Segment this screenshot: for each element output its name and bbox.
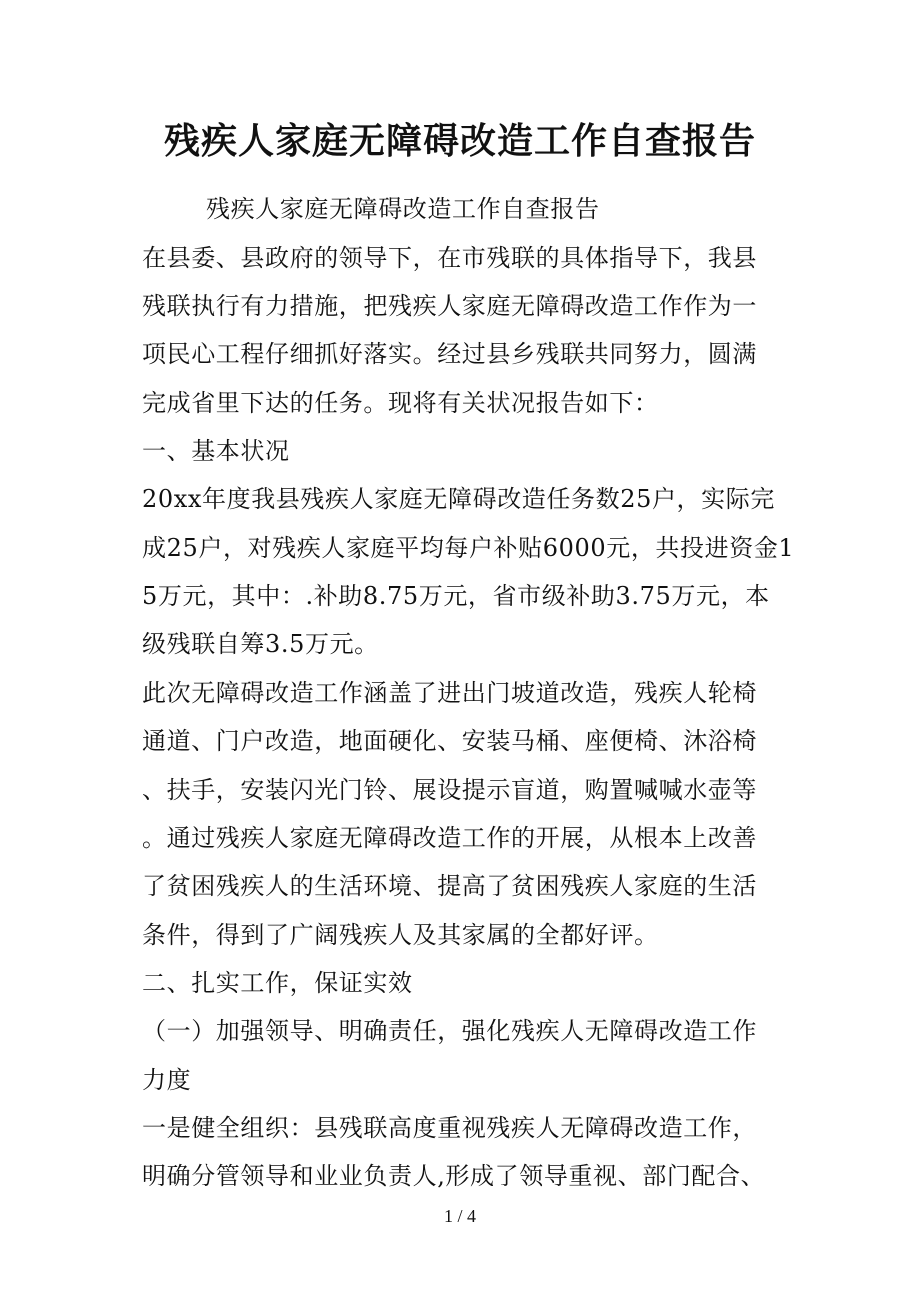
page-number: 1 / 4	[443, 1206, 476, 1226]
paragraph-line: 在县委、县政府的领导下，在市残联的具体指导下，我县	[142, 244, 757, 272]
section-heading: 二、扎实工作，保证实效	[142, 969, 413, 997]
paragraph-line: 了贫困残疾人的生活环境、提高了贫困残疾人家庭的生活	[142, 872, 757, 900]
paragraph-line: 20xx年度我县残疾人家庭无障碍改造任务数25户，实际完	[142, 485, 775, 513]
subsection-heading: 力度	[142, 1066, 192, 1094]
paragraph-line: 级残联自筹3.5万元。	[142, 630, 379, 658]
paragraph-line: 一是健全组织：县残联高度重视残疾人无障碍改造工作，	[142, 1114, 757, 1142]
paragraph-line: 通道、门户改造，地面硬化、安装马桶、座便椅、沐浴椅	[142, 727, 757, 755]
paragraph-line: 。通过残疾人家庭无障碍改造工作的开展，从根本上改善	[142, 824, 757, 852]
paragraph-line: 残联执行有力措施，把残疾人家庭无障碍改造工作作为一	[142, 292, 757, 320]
paragraph-line: 明确分管领导和业业负责人,形成了领导重视、部门配合、	[142, 1162, 766, 1190]
paragraph-line: 5万元，其中：.补助8.75万元，省市级补助3.75万元，本	[142, 582, 770, 610]
document-title: 残疾人家庭无障碍改造工作自查报告	[163, 121, 756, 162]
subtitle-line: 残疾人家庭无障碍改造工作自查报告	[206, 195, 600, 223]
section-heading: 一、基本状况	[142, 437, 290, 465]
paragraph-line: 项民心工程仔细抓好落实。经过县乡残联共同努力，圆满	[142, 340, 757, 368]
paragraph-line: 完成省里下达的任务。现将有关状况报告如下：	[142, 389, 659, 417]
subsection-heading: （一）加强领导、明确责任，强化残疾人无障碍改造工作	[142, 1017, 757, 1045]
paragraph-line: 条件，得到了广阔残疾人及其家属的全都好评。	[142, 921, 659, 949]
paragraph-line: 成25户，对残疾人家庭平均每户补贴6000元，共投进资金1	[142, 534, 795, 562]
paragraph-line: 此次无障碍改造工作涵盖了进出门坡道改造，残疾人轮椅	[142, 679, 757, 707]
paragraph-line: 、扶手，安装闪光门铃、展设提示盲道，购置喊喊水壶等	[142, 776, 757, 804]
